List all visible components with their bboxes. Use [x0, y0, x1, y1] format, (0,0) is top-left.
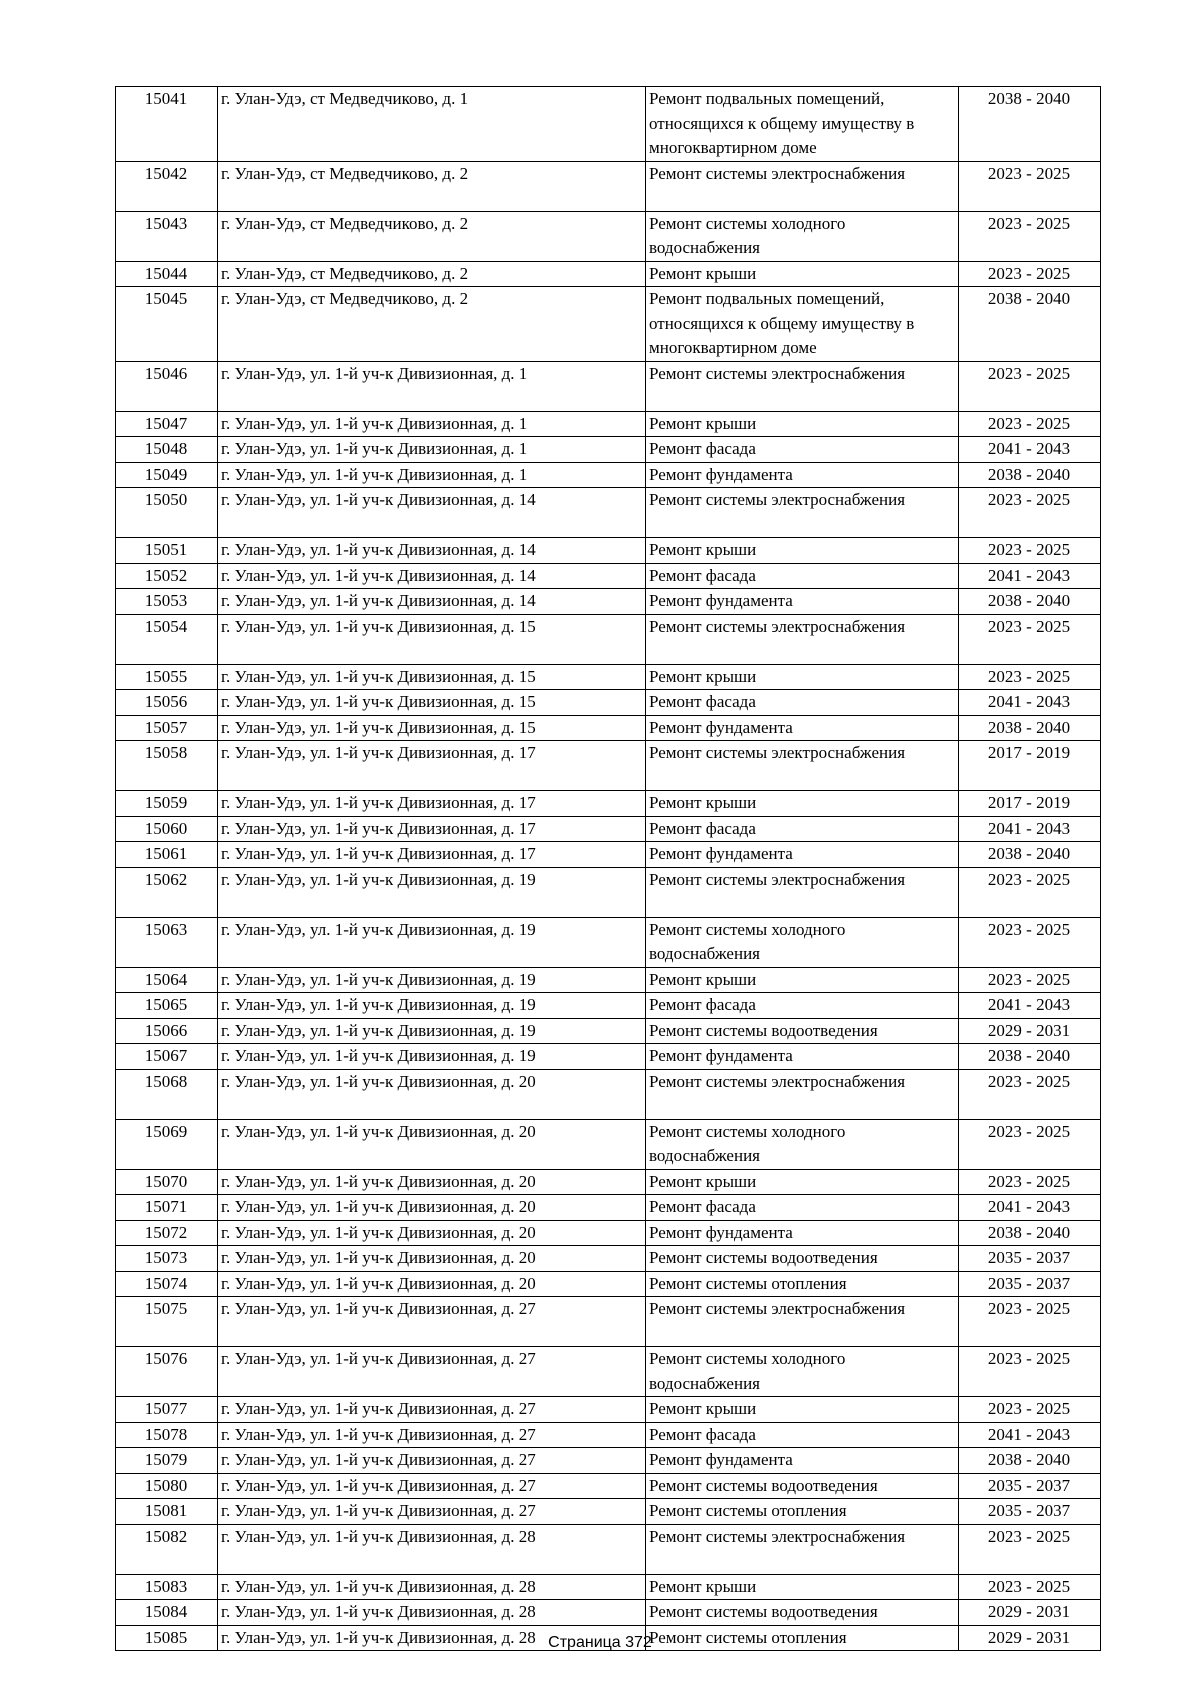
work-type-cell: Ремонт фасада — [646, 816, 959, 842]
row-number-cell: 15064 — [116, 967, 218, 993]
address-cell: г. Улан-Удэ, ул. 1-й уч-к Дивизионная, д. 1 — [218, 361, 646, 411]
work-type-cell: Ремонт системы водоотведения — [646, 1018, 959, 1044]
address-cell: г. Улан-Удэ, ул. 1-й уч-к Дивизионная, д. 15 — [218, 715, 646, 741]
table-row — [116, 993, 1101, 1019]
row-number-cell: 15049 — [116, 462, 218, 488]
address-cell: г. Улан-Удэ, ул. 1-й уч-к Дивизионная, д. 15 — [218, 664, 646, 690]
table-row — [116, 563, 1101, 589]
table-row — [116, 1422, 1101, 1448]
row-number-cell: 15070 — [116, 1169, 218, 1195]
work-type-cell: Ремонт системы водоотведения — [646, 1600, 959, 1626]
address-cell: г. Улан-Удэ, ул. 1-й уч-к Дивизионная, д. 1 — [218, 411, 646, 437]
period-cell: 2041 - 2043 — [959, 993, 1101, 1019]
row-number-cell: 15044 — [116, 261, 218, 287]
address-cell: г. Улан-Удэ, ул. 1-й уч-к Дивизионная, д. 19 — [218, 967, 646, 993]
row-number-cell: 15043 — [116, 211, 218, 261]
address-cell: г. Улан-Удэ, ул. 1-й уч-к Дивизионная, д. 27 — [218, 1397, 646, 1423]
address-cell: г. Улан-Удэ, ул. 1-й уч-к Дивизионная, д. 14 — [218, 488, 646, 538]
work-type-cell: Ремонт крыши — [646, 791, 959, 817]
table-row — [116, 1473, 1101, 1499]
table-row — [116, 211, 1101, 261]
repair-schedule-table — [115, 86, 1101, 1651]
row-number-cell: 15063 — [116, 917, 218, 967]
period-cell: 2038 - 2040 — [959, 842, 1101, 868]
period-cell: 2023 - 2025 — [959, 488, 1101, 538]
period-cell: 2023 - 2025 — [959, 538, 1101, 564]
period-cell: 2029 - 2031 — [959, 1600, 1101, 1626]
table-row — [116, 462, 1101, 488]
page-number: Страница 372 — [548, 1634, 652, 1651]
table-row — [116, 1018, 1101, 1044]
address-cell: г. Улан-Удэ, ул. 1-й уч-к Дивизионная, д. 15 — [218, 614, 646, 664]
period-cell: 2038 - 2040 — [959, 1220, 1101, 1246]
work-type-cell: Ремонт фундамента — [646, 462, 959, 488]
period-cell: 2023 - 2025 — [959, 1524, 1101, 1574]
row-number-cell: 15062 — [116, 867, 218, 917]
address-cell: г. Улан-Удэ, ул. 1-й уч-к Дивизионная, д. 28 — [218, 1574, 646, 1600]
table-row — [116, 664, 1101, 690]
period-cell: 2023 - 2025 — [959, 1397, 1101, 1423]
address-cell: г. Улан-Удэ, ул. 1-й уч-к Дивизионная, д. 27 — [218, 1422, 646, 1448]
address-cell: г. Улан-Удэ, ул. 1-й уч-к Дивизионная, д. 1 — [218, 462, 646, 488]
period-cell: 2023 - 2025 — [959, 967, 1101, 993]
table-row — [116, 816, 1101, 842]
row-number-cell: 15072 — [116, 1220, 218, 1246]
table-row — [116, 1271, 1101, 1297]
row-number-cell: 15050 — [116, 488, 218, 538]
address-cell: г. Улан-Удэ, ул. 1-й уч-к Дивизионная, д. 14 — [218, 589, 646, 615]
table-row — [116, 1220, 1101, 1246]
table-body — [116, 87, 1101, 1651]
table-row — [116, 87, 1101, 162]
table-row — [116, 867, 1101, 917]
table-row — [116, 614, 1101, 664]
row-number-cell: 15068 — [116, 1069, 218, 1119]
work-type-cell: Ремонт системы электроснабжения — [646, 161, 959, 211]
work-type-cell: Ремонт крыши — [646, 1574, 959, 1600]
period-cell: 2023 - 2025 — [959, 1347, 1101, 1397]
table-row — [116, 791, 1101, 817]
table-row — [116, 1524, 1101, 1574]
address-cell: г. Улан-Удэ, ул. 1-й уч-к Дивизионная, д. 19 — [218, 867, 646, 917]
row-number-cell: 15046 — [116, 361, 218, 411]
table-row — [116, 1195, 1101, 1221]
period-cell: 2035 - 2037 — [959, 1473, 1101, 1499]
row-number-cell: 15052 — [116, 563, 218, 589]
work-type-cell: Ремонт системы холодного водоснабжения — [646, 1119, 959, 1169]
period-cell: 2035 - 2037 — [959, 1271, 1101, 1297]
row-number-cell: 15077 — [116, 1397, 218, 1423]
row-number-cell: 15073 — [116, 1246, 218, 1272]
work-type-cell: Ремонт крыши — [646, 1397, 959, 1423]
address-cell: г. Улан-Удэ, ул. 1-й уч-к Дивизионная, д. 27 — [218, 1347, 646, 1397]
table-row — [116, 287, 1101, 362]
table-row — [116, 1119, 1101, 1169]
row-number-cell: 15076 — [116, 1347, 218, 1397]
work-type-cell: Ремонт крыши — [646, 261, 959, 287]
period-cell: 2023 - 2025 — [959, 614, 1101, 664]
row-number-cell: 15085 — [116, 1625, 218, 1651]
work-type-cell: Ремонт крыши — [646, 411, 959, 437]
table-row — [116, 488, 1101, 538]
address-cell: г. Улан-Удэ, ул. 1-й уч-к Дивизионная, д. 14 — [218, 563, 646, 589]
row-number-cell: 15074 — [116, 1271, 218, 1297]
period-cell: 2035 - 2037 — [959, 1499, 1101, 1525]
table-row — [116, 261, 1101, 287]
work-type-cell: Ремонт системы электроснабжения — [646, 361, 959, 411]
row-number-cell: 15051 — [116, 538, 218, 564]
table-row — [116, 361, 1101, 411]
address-cell: г. Улан-Удэ, ул. 1-й уч-к Дивизионная, д. 17 — [218, 741, 646, 791]
row-number-cell: 15047 — [116, 411, 218, 437]
table-row — [116, 690, 1101, 716]
period-cell: 2023 - 2025 — [959, 1169, 1101, 1195]
work-type-cell: Ремонт фасада — [646, 1195, 959, 1221]
row-number-cell: 15053 — [116, 589, 218, 615]
address-cell: г. Улан-Удэ, ул. 1-й уч-к Дивизионная, д. 15 — [218, 690, 646, 716]
work-type-cell: Ремонт фундамента — [646, 1044, 959, 1070]
work-type-cell: Ремонт подвальных помещений, относящихся к общему имуществу в многоквартирном доме — [646, 87, 959, 162]
address-cell: г. Улан-Удэ, ст Медведчиково, д. 2 — [218, 161, 646, 211]
work-type-cell: Ремонт системы отопления — [646, 1499, 959, 1525]
work-type-cell: Ремонт системы электроснабжения — [646, 614, 959, 664]
work-type-cell: Ремонт фасада — [646, 437, 959, 463]
period-cell: 2041 - 2043 — [959, 437, 1101, 463]
period-cell: 2023 - 2025 — [959, 1297, 1101, 1347]
work-type-cell: Ремонт фасада — [646, 993, 959, 1019]
period-cell: 2041 - 2043 — [959, 563, 1101, 589]
row-number-cell: 15045 — [116, 287, 218, 362]
work-type-cell: Ремонт крыши — [646, 664, 959, 690]
period-cell: 2038 - 2040 — [959, 462, 1101, 488]
work-type-cell: Ремонт фундамента — [646, 842, 959, 868]
row-number-cell: 15082 — [116, 1524, 218, 1574]
row-number-cell: 15041 — [116, 87, 218, 162]
work-type-cell: Ремонт системы отопления — [646, 1625, 959, 1651]
address-cell: г. Улан-Удэ, ул. 1-й уч-к Дивизионная, д. 17 — [218, 842, 646, 868]
table-row — [116, 1600, 1101, 1626]
table-row — [116, 917, 1101, 967]
row-number-cell: 15066 — [116, 1018, 218, 1044]
period-cell: 2038 - 2040 — [959, 87, 1101, 162]
row-number-cell: 15069 — [116, 1119, 218, 1169]
table-row — [116, 967, 1101, 993]
row-number-cell: 15055 — [116, 664, 218, 690]
address-cell: г. Улан-Удэ, ул. 1-й уч-к Дивизионная, д. 20 — [218, 1271, 646, 1297]
row-number-cell: 15065 — [116, 993, 218, 1019]
work-type-cell: Ремонт подвальных помещений, относящихся к общему имуществу в многоквартирном доме — [646, 287, 959, 362]
period-cell: 2023 - 2025 — [959, 411, 1101, 437]
period-cell: 2038 - 2040 — [959, 589, 1101, 615]
work-type-cell: Ремонт фундамента — [646, 589, 959, 615]
row-number-cell: 15048 — [116, 437, 218, 463]
address-cell: г. Улан-Удэ, ул. 1-й уч-к Дивизионная, д. 19 — [218, 917, 646, 967]
table-row — [116, 589, 1101, 615]
address-cell: г. Улан-Удэ, ул. 1-й уч-к Дивизионная, д. 28 — [218, 1625, 646, 1651]
address-cell: г. Улан-Удэ, ул. 1-й уч-к Дивизионная, д. 27 — [218, 1448, 646, 1474]
row-number-cell: 15079 — [116, 1448, 218, 1474]
work-type-cell: Ремонт системы холодного водоснабжения — [646, 211, 959, 261]
address-cell: г. Улан-Удэ, ул. 1-й уч-к Дивизионная, д. 19 — [218, 1044, 646, 1070]
table-row — [116, 538, 1101, 564]
work-type-cell: Ремонт крыши — [646, 538, 959, 564]
row-number-cell: 15071 — [116, 1195, 218, 1221]
period-cell: 2017 - 2019 — [959, 791, 1101, 817]
period-cell: 2023 - 2025 — [959, 211, 1101, 261]
table-row — [116, 161, 1101, 211]
work-type-cell: Ремонт фасада — [646, 563, 959, 589]
address-cell: г. Улан-Удэ, ул. 1-й уч-к Дивизионная, д. 28 — [218, 1524, 646, 1574]
work-type-cell: Ремонт системы отопления — [646, 1271, 959, 1297]
address-cell: г. Улан-Удэ, ул. 1-й уч-к Дивизионная, д. 20 — [218, 1169, 646, 1195]
address-cell: г. Улан-Удэ, ул. 1-й уч-к Дивизионная, д. 20 — [218, 1195, 646, 1221]
address-cell: г. Улан-Удэ, ст Медведчиково, д. 2 — [218, 287, 646, 362]
row-number-cell: 15054 — [116, 614, 218, 664]
work-type-cell: Ремонт системы холодного водоснабжения — [646, 1347, 959, 1397]
address-cell: г. Улан-Удэ, ул. 1-й уч-к Дивизионная, д. 27 — [218, 1473, 646, 1499]
table-row — [116, 715, 1101, 741]
period-cell: 2038 - 2040 — [959, 1044, 1101, 1070]
work-type-cell: Ремонт системы электроснабжения — [646, 1524, 959, 1574]
address-cell: г. Улан-Удэ, ул. 1-й уч-к Дивизионная, д. 17 — [218, 791, 646, 817]
work-type-cell: Ремонт фундамента — [646, 715, 959, 741]
address-cell: г. Улан-Удэ, ст Медведчиково, д. 2 — [218, 211, 646, 261]
table-row — [116, 1297, 1101, 1347]
address-cell: г. Улан-Удэ, ст Медведчиково, д. 2 — [218, 261, 646, 287]
table-row — [116, 411, 1101, 437]
row-number-cell: 15059 — [116, 791, 218, 817]
work-type-cell: Ремонт системы электроснабжения — [646, 1069, 959, 1119]
work-type-cell: Ремонт крыши — [646, 967, 959, 993]
table-row — [116, 1246, 1101, 1272]
work-type-cell: Ремонт фундамента — [646, 1448, 959, 1474]
work-type-cell: Ремонт фасада — [646, 690, 959, 716]
address-cell: г. Улан-Удэ, ул. 1-й уч-к Дивизионная, д. 19 — [218, 1018, 646, 1044]
address-cell: г. Улан-Удэ, ул. 1-й уч-к Дивизионная, д. 20 — [218, 1119, 646, 1169]
address-cell: г. Улан-Удэ, ул. 1-й уч-к Дивизионная, д. 17 — [218, 816, 646, 842]
work-type-cell: Ремонт фундамента — [646, 1220, 959, 1246]
row-number-cell: 15084 — [116, 1600, 218, 1626]
row-number-cell: 15058 — [116, 741, 218, 791]
address-cell: г. Улан-Удэ, ул. 1-й уч-к Дивизионная, д. 1 — [218, 437, 646, 463]
table-row — [116, 1574, 1101, 1600]
address-cell: г. Улан-Удэ, ст Медведчиково, д. 1 — [218, 87, 646, 162]
table-row — [116, 842, 1101, 868]
period-cell: 2023 - 2025 — [959, 917, 1101, 967]
address-cell: г. Улан-Удэ, ул. 1-й уч-к Дивизионная, д. 14 — [218, 538, 646, 564]
period-cell: 2029 - 2031 — [959, 1018, 1101, 1044]
table-row — [116, 1169, 1101, 1195]
period-cell: 2041 - 2043 — [959, 1422, 1101, 1448]
table-row — [116, 1448, 1101, 1474]
row-number-cell: 15056 — [116, 690, 218, 716]
row-number-cell: 15060 — [116, 816, 218, 842]
row-number-cell: 15081 — [116, 1499, 218, 1525]
row-number-cell: 15075 — [116, 1297, 218, 1347]
work-type-cell: Ремонт системы электроснабжения — [646, 741, 959, 791]
period-cell: 2017 - 2019 — [959, 741, 1101, 791]
row-number-cell: 15042 — [116, 161, 218, 211]
period-cell: 2023 - 2025 — [959, 1119, 1101, 1169]
address-cell: г. Улан-Удэ, ул. 1-й уч-к Дивизионная, д. 20 — [218, 1069, 646, 1119]
table-row — [116, 437, 1101, 463]
period-cell: 2038 - 2040 — [959, 1448, 1101, 1474]
work-type-cell: Ремонт системы водоотведения — [646, 1246, 959, 1272]
period-cell: 2023 - 2025 — [959, 361, 1101, 411]
row-number-cell: 15057 — [116, 715, 218, 741]
address-cell: г. Улан-Удэ, ул. 1-й уч-к Дивизионная, д. 19 — [218, 993, 646, 1019]
work-type-cell: Ремонт системы электроснабжения — [646, 867, 959, 917]
document-table-container — [115, 86, 1100, 1651]
table-row — [116, 1499, 1101, 1525]
period-cell: 2041 - 2043 — [959, 690, 1101, 716]
period-cell: 2041 - 2043 — [959, 1195, 1101, 1221]
table-row — [116, 1044, 1101, 1070]
period-cell: 2038 - 2040 — [959, 287, 1101, 362]
period-cell: 2023 - 2025 — [959, 664, 1101, 690]
address-cell: г. Улан-Удэ, ул. 1-й уч-к Дивизионная, д. 27 — [218, 1499, 646, 1525]
period-cell: 2035 - 2037 — [959, 1246, 1101, 1272]
period-cell: 2023 - 2025 — [959, 161, 1101, 211]
work-type-cell: Ремонт фасада — [646, 1422, 959, 1448]
table-row — [116, 1069, 1101, 1119]
work-type-cell: Ремонт системы холодного водоснабжения — [646, 917, 959, 967]
period-cell: 2029 - 2031 — [959, 1625, 1101, 1651]
period-cell: 2023 - 2025 — [959, 867, 1101, 917]
row-number-cell: 15067 — [116, 1044, 218, 1070]
address-cell: г. Улан-Удэ, ул. 1-й уч-к Дивизионная, д. 27 — [218, 1297, 646, 1347]
address-cell: г. Улан-Удэ, ул. 1-й уч-к Дивизионная, д. 28 — [218, 1600, 646, 1626]
table-row — [116, 741, 1101, 791]
row-number-cell: 15080 — [116, 1473, 218, 1499]
work-type-cell: Ремонт крыши — [646, 1169, 959, 1195]
table-row — [116, 1397, 1101, 1423]
period-cell: 2023 - 2025 — [959, 261, 1101, 287]
row-number-cell: 15083 — [116, 1574, 218, 1600]
row-number-cell: 15061 — [116, 842, 218, 868]
period-cell: 2023 - 2025 — [959, 1069, 1101, 1119]
period-cell: 2023 - 2025 — [959, 1574, 1101, 1600]
period-cell: 2038 - 2040 — [959, 715, 1101, 741]
work-type-cell: Ремонт системы электроснабжения — [646, 488, 959, 538]
work-type-cell: Ремонт системы водоотведения — [646, 1473, 959, 1499]
table-row — [116, 1347, 1101, 1397]
row-number-cell: 15078 — [116, 1422, 218, 1448]
work-type-cell: Ремонт системы электроснабжения — [646, 1297, 959, 1347]
period-cell: 2041 - 2043 — [959, 816, 1101, 842]
address-cell: г. Улан-Удэ, ул. 1-й уч-к Дивизионная, д. 20 — [218, 1246, 646, 1272]
address-cell: г. Улан-Удэ, ул. 1-й уч-к Дивизионная, д. 20 — [218, 1220, 646, 1246]
